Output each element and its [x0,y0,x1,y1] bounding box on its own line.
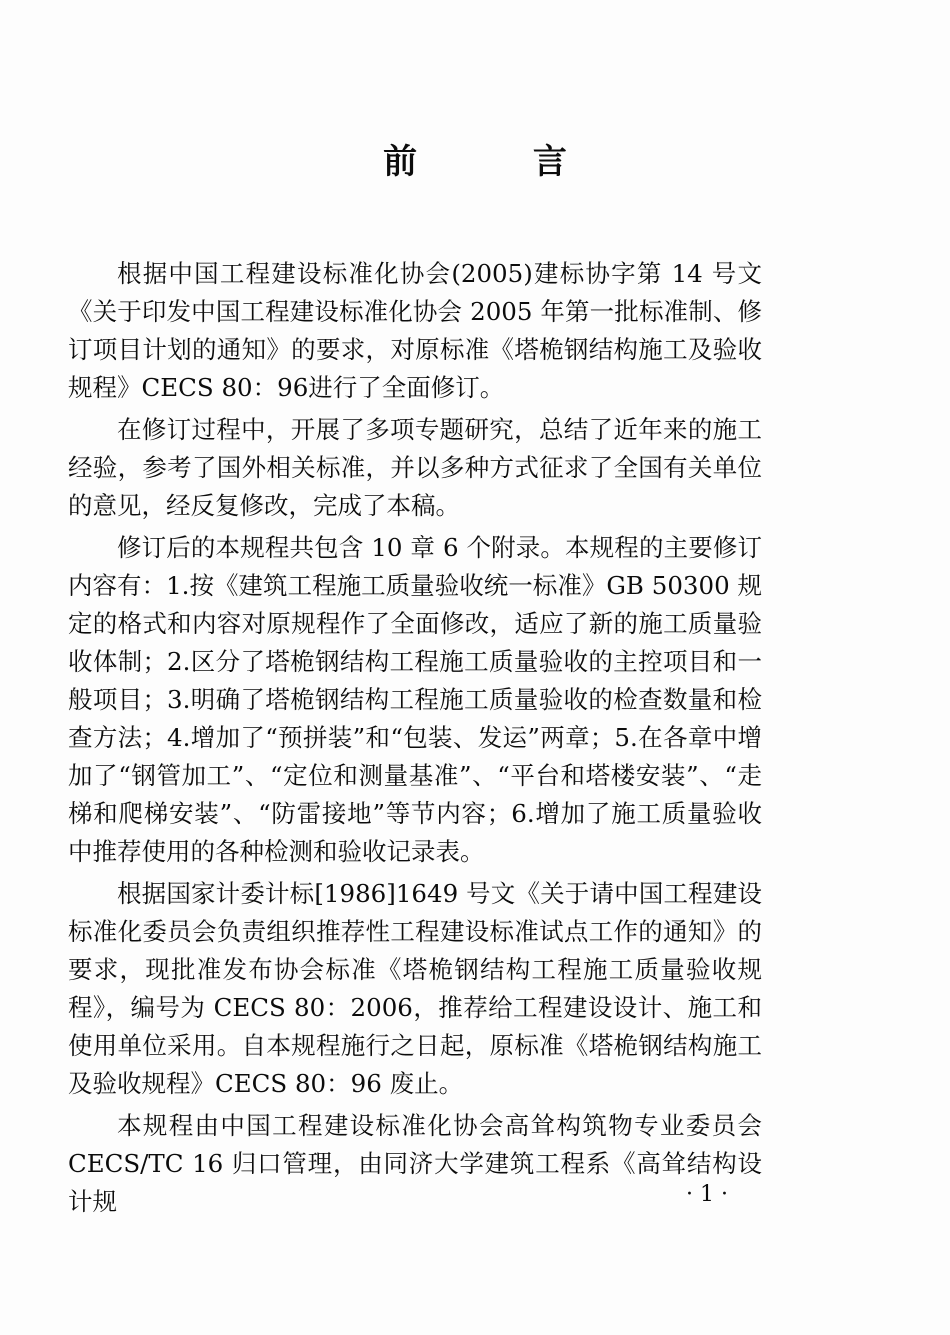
paragraph-3: 修订后的本规程共包含 10 章 6 个附录。本规程的主要修订内容有：1.按《建筑工程施工质量验收统一标准》GB 50300 规定的格式和内容对原规程作了全面修改，适应了新的施工质量验收体制；2.区分了塔桅钢结构工程施工质量验收的主控项目和一般项目；3.明确了塔桅钢结构工程施工质量验收的检查数量和检查方法；4.增加了“预拼装”和“包装、发运”两章；5.在各章中增加了“钢管加工”、“定位和测量基准”、“平台和塔楼安装”、“走梯和爬梯安装”、“防雷接地”等节内容；6.增加了施工质量验收中推荐使用的各种检测和验收记录表。 [68,533,762,866]
page-title: 前 言 [383,142,619,182]
paragraph-1: 根据中国工程建设标准化协会(2005)建标协字第 14 号文《关于印发中国工程建设标准化协会 2005 年第一批标准制、修订项目计划的通知》的要求，对原标准《塔桅钢结构施工及验收规程》CECS 80：96进行了全面修订。 [68,259,762,402]
paragraph-4: 根据国家计委计标[1986]1649 号文《关于请中国工程建设标准化委员会负责组织推荐性工程建设标准试点工作的通知》的要求，现批准发布协会标准《塔桅钢结构工程施工质量验收规程》，编号为 CECS 80：2006，推荐给工程建设设计、施工和使用单位采用。自本规程施行之日起，原标准《塔桅钢结构施工及验收规程》CECS 80：96 废止。 [68,879,762,1098]
body-text [68,255,762,1225]
page-number: · 1 · [686,1182,728,1207]
paragraph-5: 本规程由中国工程建设标准化协会高耸构筑物专业委员会CECS/TC 16 归口管理，由同济大学建筑工程系《高耸结构设计规 [68,1111,762,1216]
paragraph-2: 在修订过程中，开展了多项专题研究，总结了近年来的施工经验，参考了国外相关标准，并以多种方式征求了全国有关单位的意见，经反复修改，完成了本稿。 [68,415,762,520]
